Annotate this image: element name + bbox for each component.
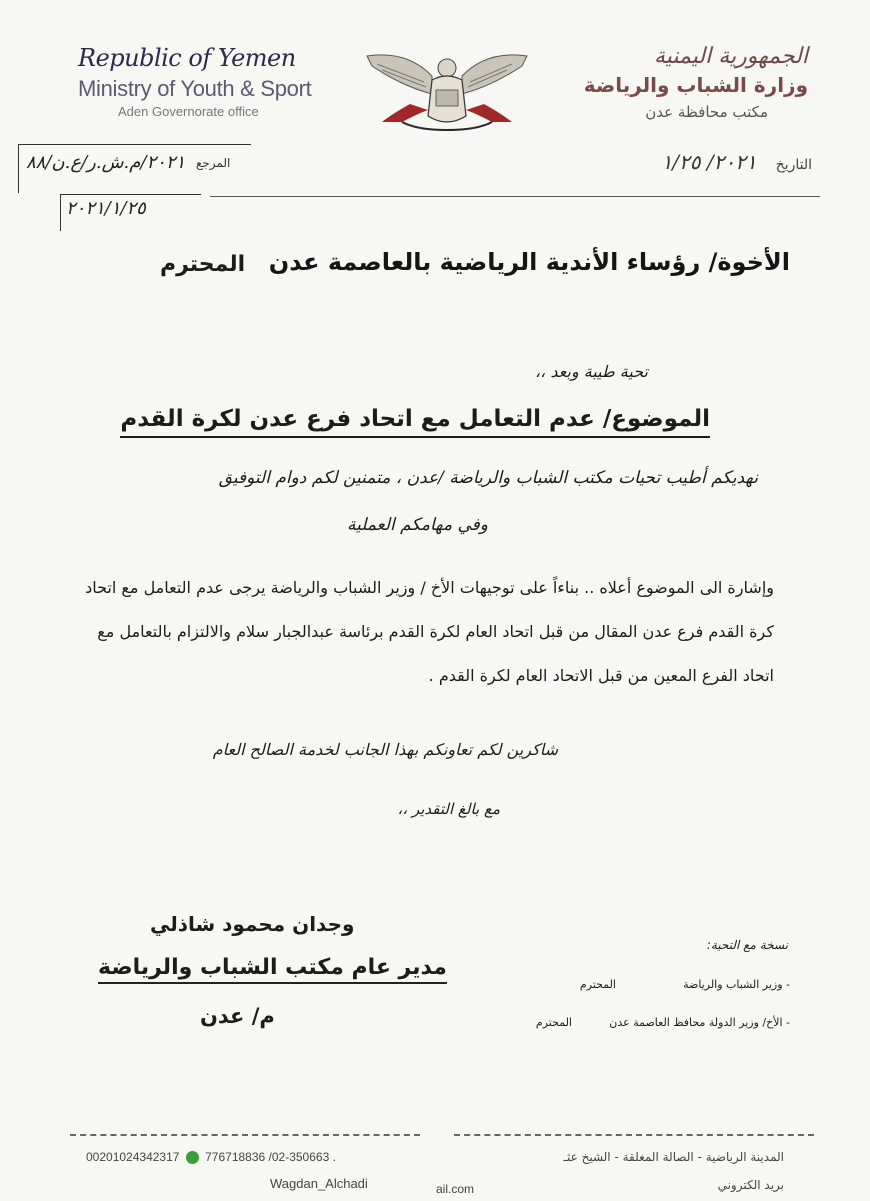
honorific: المحترم [160,252,246,277]
letterhead-office-ar: مكتب محافظة عدن [645,103,768,121]
footer-phone-2: 776718836 /02-350663 . [205,1150,336,1164]
letterhead-country-ar: الجمهورية اليمنية [653,44,808,69]
letterhead-ministry-ar: وزارة الشباب والرياضة [583,73,808,97]
footer-email: Wagdan_Alchadi [270,1176,368,1191]
reference-label: المرجع [196,156,231,170]
letterhead-country: Republic of Yemen [78,44,296,72]
cc-item-2-suffix: المحترم [535,1016,572,1029]
footer-email-label: بريد الكتروني [717,1178,784,1192]
reference-date: ٢٠٢١/١/٢٥ [66,198,146,219]
footer-divider-right [454,1134,814,1137]
regards-line: مع بالغ التقدير ،، [397,800,500,818]
cc-title: نسخة مع التحية: [706,938,788,952]
letterhead-ministry: Ministry of Youth & Sport [78,76,312,101]
date-value: ٢٠٢١/ ١/٢٥ [661,150,757,174]
cc-item-1: - وزير الشباب والرياضة [683,978,790,991]
signatory-title: مدير عام مكتب الشباب والرياضة [98,955,447,984]
footer-divider-left [70,1134,420,1137]
english-letterhead [78,44,358,119]
greeting: تحية طيبة وبعد ،، [534,362,648,381]
signatory-name: وجدان محمود شاذلي [150,912,355,936]
signatory-place: م/ عدن [200,1004,275,1028]
paragraph-3: وإشارة الى الموضوع أعلاه .. بناءاً على توجيهات الأخ / وزير الشباب والرياضة يرجى عدم التعامل مع اتحاد كرة القدم فرع عدن المقال من قبل اتحاد العام لكرة القدم برئاسة عبدالجبار سلام والالتزام بالتعامل مع اتحاد الفرع المعين من قبل الاتحاد العام لكرة القدم . [85,578,774,685]
paragraph-2: وفي مهامكم العملية [346,515,488,535]
subject-line: الموضوع/ عدم التعامل مع اتحاد فرع عدن لكرة القدم [120,406,710,438]
salutation: الأخوة/ رؤساء الأندية الرياضية بالعاصمة عدن [268,248,790,276]
paragraph-1: نهديكم أطيب تحيات مكتب الشباب والرياضة /عدن ، متمنين لكم دوام التوفيق [218,468,758,488]
date-field [542,150,812,174]
yemen-emblem-icon [362,44,532,134]
date-label: التاريخ [775,157,812,173]
footer-phones [86,1150,336,1164]
reference-value: ٢٠٢١/م.ش.ر/ع.ن/٨٨ [26,152,186,173]
whatsapp-icon [186,1151,199,1164]
thanks-line: شاكرين لكم تعاونكم بهذا الجانب لخدمة الصالح العام [212,740,558,759]
header-divider [210,196,820,197]
footer-email-fragment: ail.com [436,1182,475,1196]
letterhead-office: Aden Governorate office [118,104,259,119]
arabic-letterhead [558,44,808,121]
cc-item-1-suffix: المحترم [579,978,616,991]
footer-phone-1: 00201024342317 [86,1150,180,1164]
footer-address: المدينة الرياضية - الصالة المغلقة - الشيخ عثـ [563,1150,784,1164]
cc-item-2: - الأخ/ وزير الدولة محافظ العاصمة عدن [609,1016,790,1029]
